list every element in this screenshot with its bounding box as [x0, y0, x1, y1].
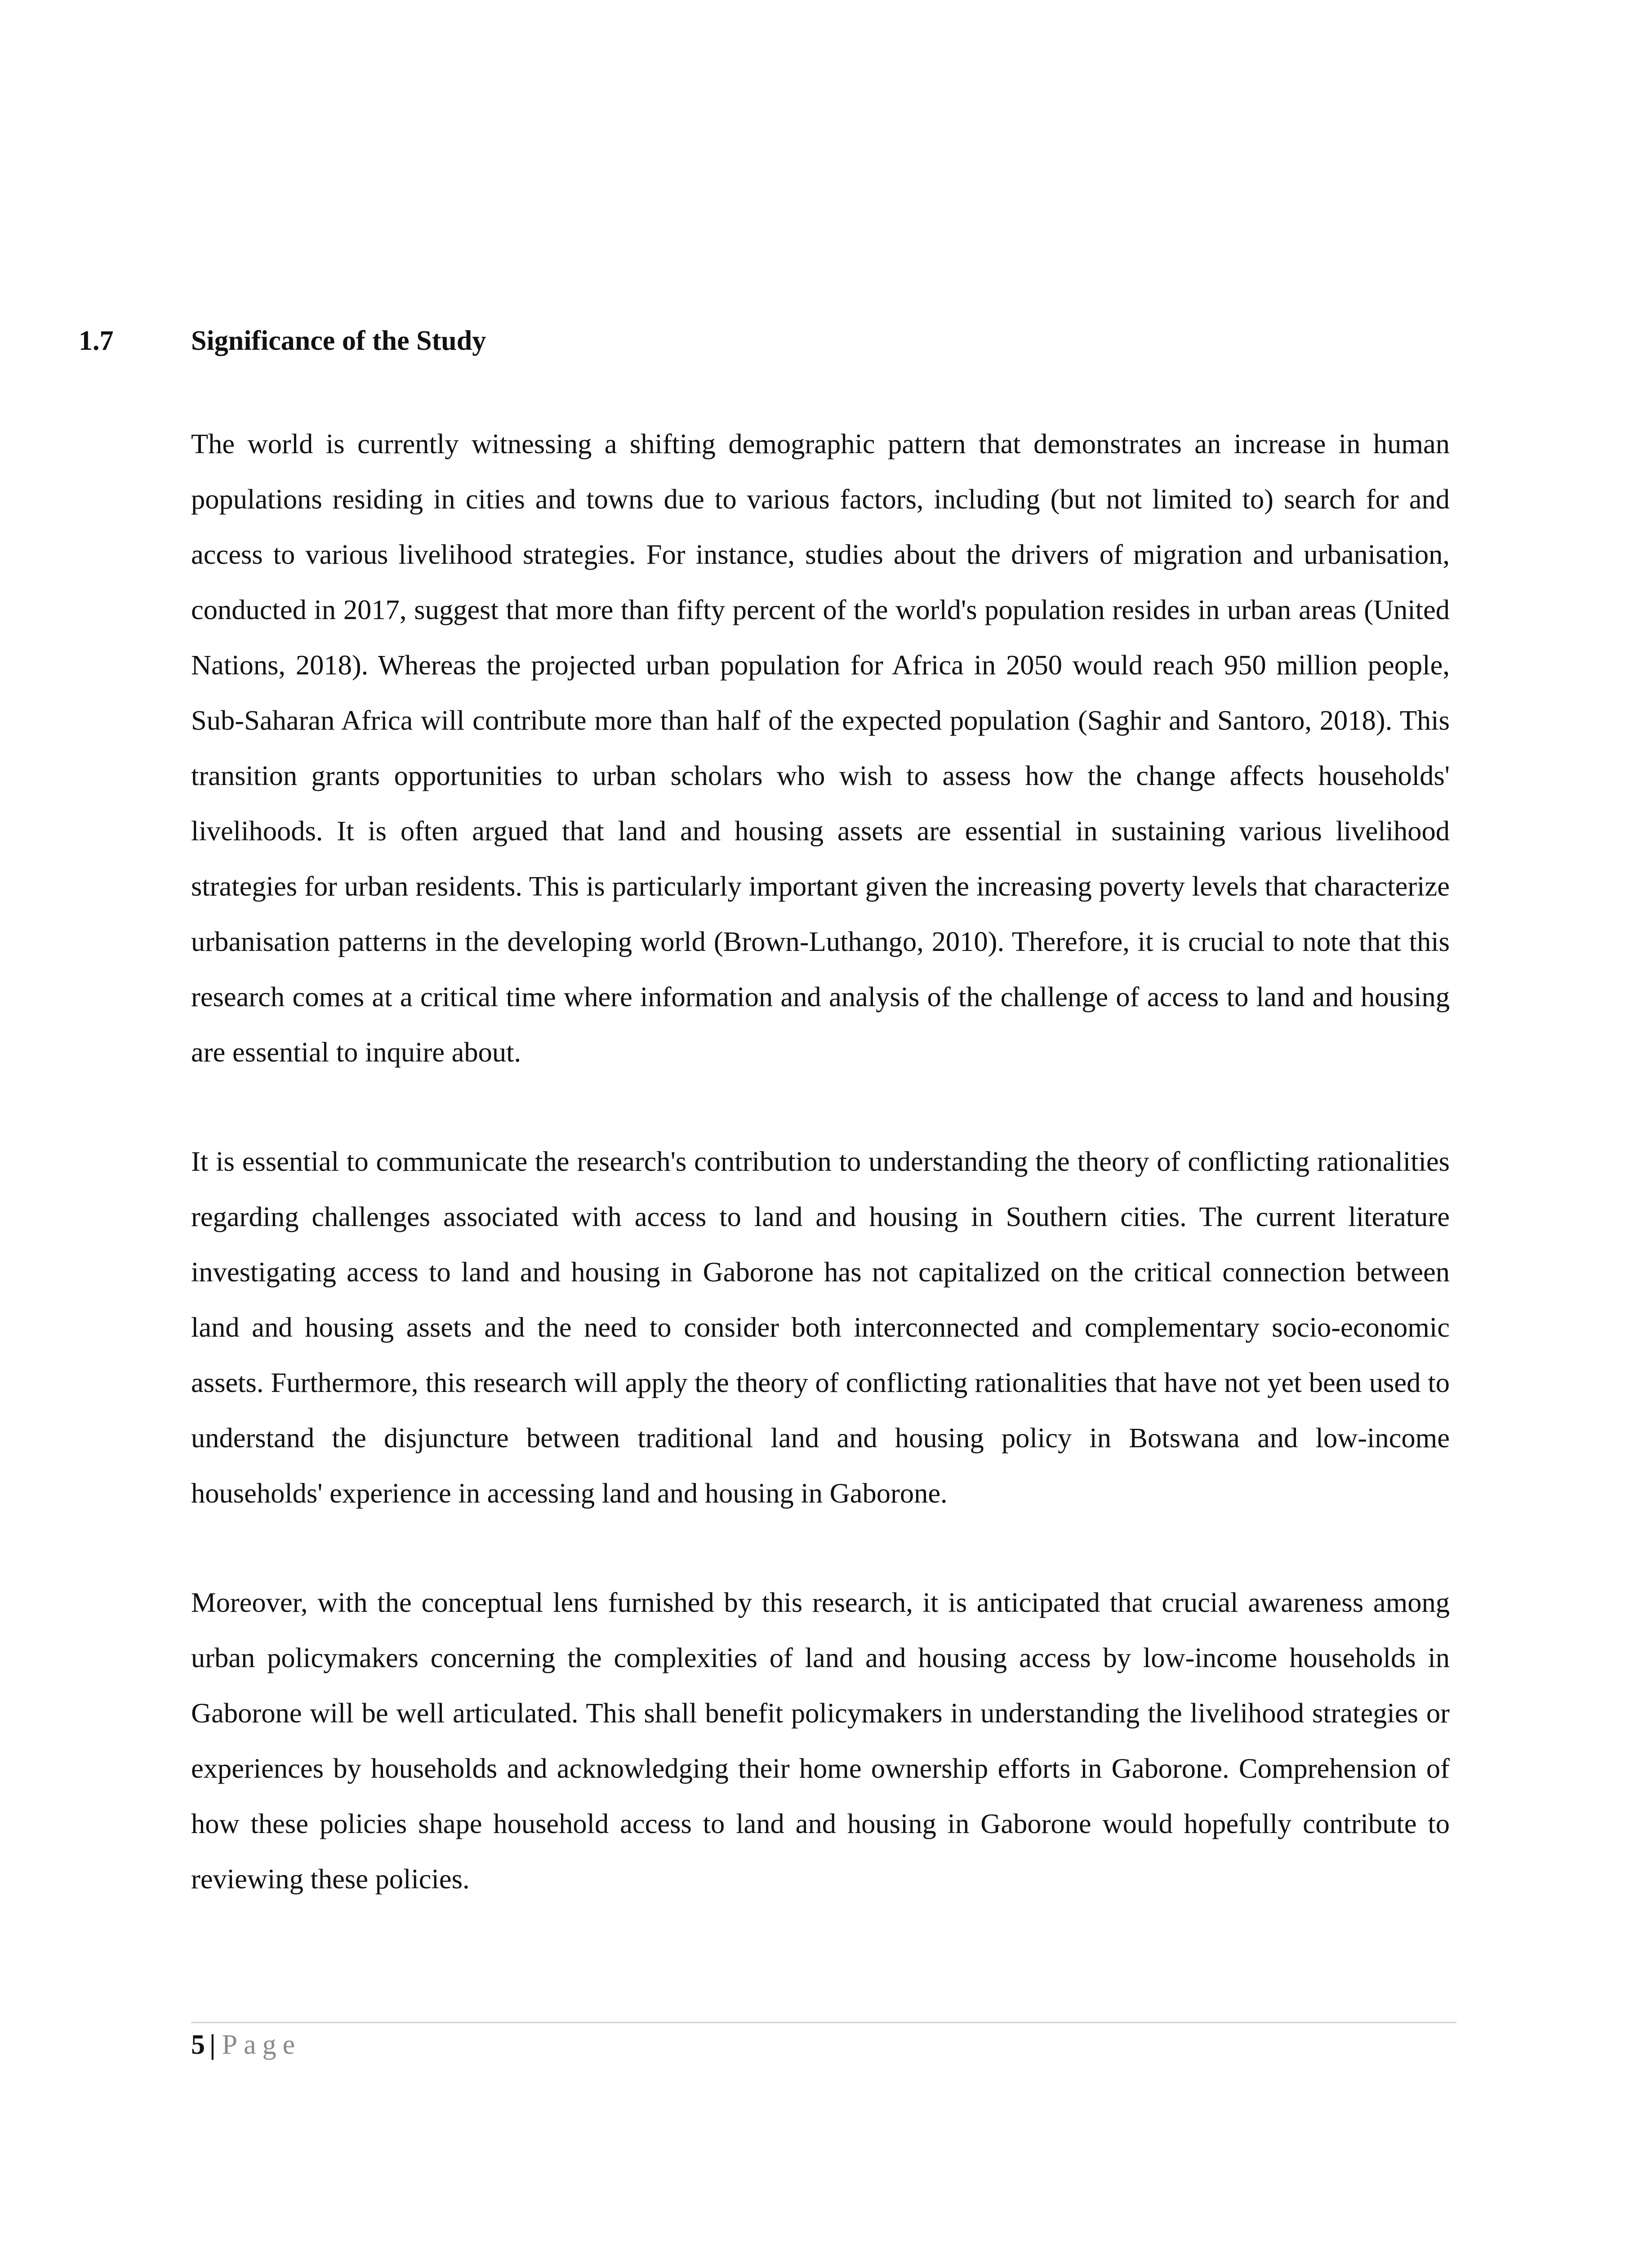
footer-divider: [191, 2022, 1456, 2023]
page-footer: [191, 2022, 301, 2067]
section-body: [191, 416, 1450, 1961]
paragraph: Moreover, with the conceptual lens furnished by this research, it is anticipated that crucial awareness among urban policymakers concerning the complexities of land and housing access by low-income households in Gaborone will be well articulated. This shall benefit policymakers in understanding the livelihood strategies or experiences by households and acknowledging their home ownership efforts in Gaborone. Comprehension of how these policies shape household access to land and housing in Gaborone would hopefully contribute to reviewing these policies.: [191, 1587, 1450, 1895]
page-label: Page: [222, 2029, 302, 2060]
section-title: Significance of the Study: [191, 326, 486, 356]
paragraph: The world is currently witnessing a shifting demographic pattern that demonstrates an increase in human populations residing in cities and towns due to various factors, including (but not limited to) search for and access to various livelihood strategies. For instance, studies about the drivers of migration and urbanisation, conducted in 2017, suggest that more than fifty percent of the world's population resides in urban areas (United Nations, 2018). Whereas the projected urban population for Africa in 2050 would reach 950 million people, Sub-Saharan Africa will contribute more than half of the expected population (Saghir and Santoro, 2018). This transition grants opportunities to urban scholars who wish to assess how the change affects households' livelihoods. It is often argued that land and housing assets are essential in sustaining various livelihood strategies for urban residents. This is particularly important given the increasing poverty levels that characterize urbanisation patterns in the developing world (Brown-Luthango, 2010). Therefore, it is crucial to note that this research comes at a critical time where information and analysis of the challenge of access to land and housing are essential to inquire about.: [191, 428, 1450, 1068]
footer-separator: |: [209, 2029, 216, 2060]
section-number: 1.7: [79, 326, 114, 356]
paragraph: It is essential to communicate the research's contribution to understanding the theory of conflicting rationalities regarding challenges associated with access to land and housing in Southern cities. The current literature investigating access to land and housing in Gaborone has not capitalized on the critical connection between land and housing assets and the need to consider both interconnected and complementary socio-economic assets. Furthermore, this research will apply the theory of conflicting rationalities that have not yet been used to understand the disjuncture between traditional land and housing policy in Botswana and low-income households' experience in accessing land and housing in Gaborone.: [191, 1146, 1450, 1509]
page-number: 5: [191, 2029, 205, 2060]
